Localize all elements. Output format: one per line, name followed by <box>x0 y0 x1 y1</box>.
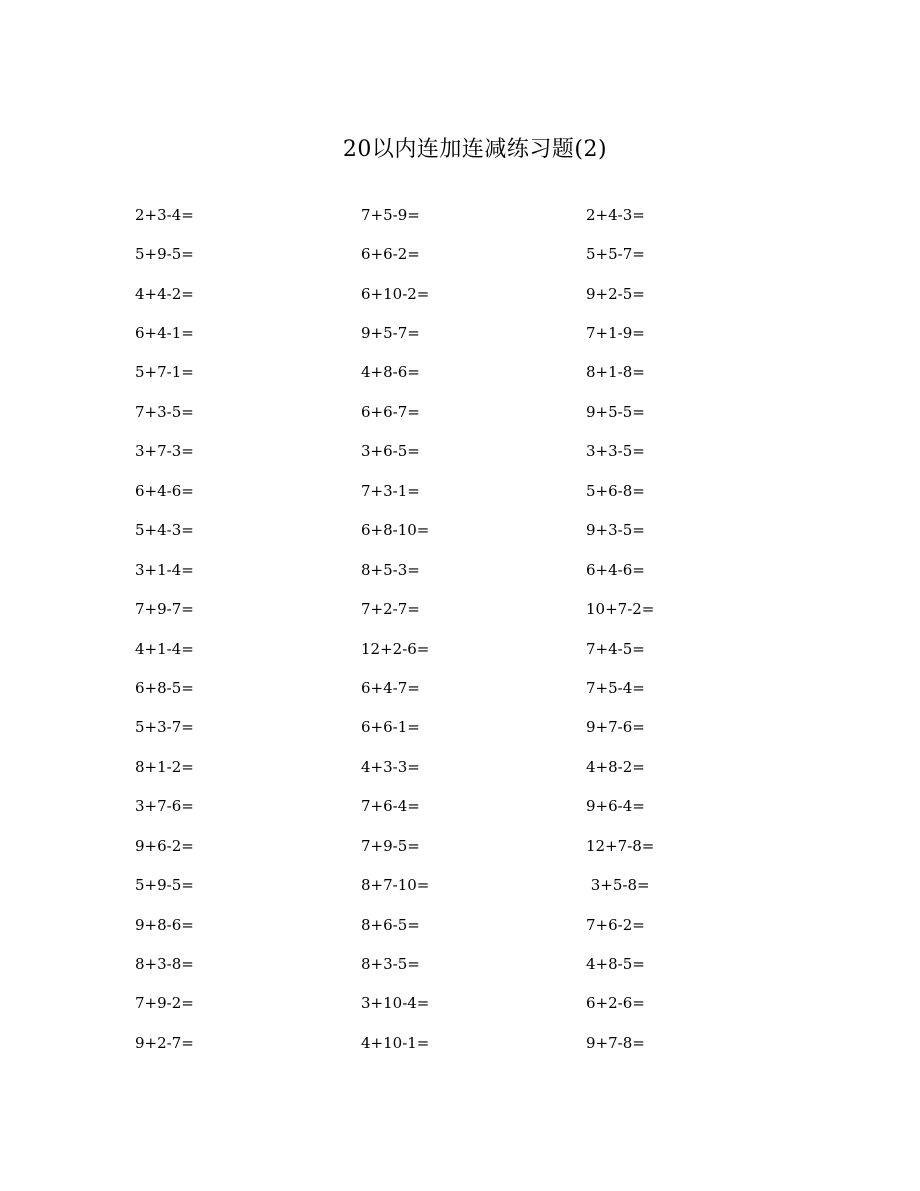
problem-row <box>135 1023 695 1062</box>
math-problem: 7+3-1= <box>361 481 420 500</box>
problem-row <box>135 787 695 826</box>
math-problem: 3+1-4= <box>135 560 194 579</box>
math-problem: 8+1-2= <box>135 757 194 776</box>
math-problem: 7+3-5= <box>135 402 194 421</box>
math-problem: 4+4-2= <box>135 284 194 303</box>
math-problem: 9+8-6= <box>135 915 194 934</box>
problem-row <box>135 747 695 786</box>
math-problem: 6+4-6= <box>135 481 194 500</box>
problem-row <box>135 944 695 983</box>
problem-row <box>135 313 695 352</box>
math-problem: 3+7-6= <box>135 797 194 816</box>
math-problem: 4+1-4= <box>135 639 194 658</box>
problem-row <box>135 511 695 550</box>
problem-row <box>135 668 695 707</box>
math-problem: 6+8-5= <box>135 678 194 697</box>
math-problem: 8+7-10= <box>361 876 430 895</box>
math-problem: 6+6-2= <box>361 245 420 264</box>
math-problem: 7+2-7= <box>361 600 420 619</box>
math-problem: 9+6-4= <box>586 797 645 816</box>
math-problem: 6+6-1= <box>361 718 420 737</box>
math-problem: 9+5-5= <box>586 402 645 421</box>
math-problem: 5+9-5= <box>135 245 194 264</box>
problem-row <box>135 234 695 273</box>
problem-grid <box>135 195 695 1063</box>
math-problem: 6+4-7= <box>361 678 420 697</box>
math-problem: 5+6-8= <box>586 481 645 500</box>
math-problem: 8+6-5= <box>361 915 420 934</box>
math-problem: 7+5-4= <box>586 678 645 697</box>
problem-row <box>135 392 695 431</box>
math-problem: 8+1-8= <box>586 363 645 382</box>
problem-row <box>135 826 695 865</box>
math-problem: 6+4-6= <box>586 560 645 579</box>
math-problem: 12+7-8= <box>586 836 655 855</box>
problem-row <box>135 274 695 313</box>
math-problem: 7+9-5= <box>361 836 420 855</box>
math-problem: 6+6-7= <box>361 402 420 421</box>
math-problem: 7+1-9= <box>586 324 645 343</box>
math-problem: 3+3-5= <box>586 442 645 461</box>
math-problem: 6+10-2= <box>361 284 430 303</box>
problem-row <box>135 629 695 668</box>
math-problem: 9+6-2= <box>135 836 194 855</box>
problem-row <box>135 905 695 944</box>
math-problem: 7+5-9= <box>361 205 420 224</box>
math-problem: 2+4-3= <box>586 205 645 224</box>
math-problem: 3+5-8= <box>586 876 650 895</box>
math-problem: 4+8-6= <box>361 363 420 382</box>
math-problem: 2+3-4= <box>135 205 194 224</box>
problem-row <box>135 984 695 1023</box>
problem-row <box>135 550 695 589</box>
problem-row <box>135 353 695 392</box>
math-problem: 9+7-6= <box>586 718 645 737</box>
math-problem: 5+4-3= <box>135 521 194 540</box>
math-problem: 8+3-5= <box>361 955 420 974</box>
math-problem: 4+10-1= <box>361 1033 430 1052</box>
math-problem: 8+3-8= <box>135 955 194 974</box>
problem-row <box>135 708 695 747</box>
problem-row <box>135 589 695 628</box>
math-problem: 9+2-7= <box>135 1033 194 1052</box>
page-title: 20以内连加连减练习题(2) <box>342 137 608 162</box>
math-problem: 8+5-3= <box>361 560 420 579</box>
math-problem: 4+8-5= <box>586 955 645 974</box>
math-problem: 9+3-5= <box>586 521 645 540</box>
math-problem: 7+6-4= <box>361 797 420 816</box>
math-problem: 5+3-7= <box>135 718 194 737</box>
problem-row <box>135 865 695 904</box>
math-problem: 4+8-2= <box>586 757 645 776</box>
math-problem: 7+4-5= <box>586 639 645 658</box>
math-problem: 3+10-4= <box>361 994 430 1013</box>
math-problem: 10+7-2= <box>586 600 655 619</box>
math-problem: 7+9-7= <box>135 600 194 619</box>
math-problem: 4+3-3= <box>361 757 420 776</box>
math-problem: 9+2-5= <box>586 284 645 303</box>
math-problem: 9+7-8= <box>586 1033 645 1052</box>
math-problem: 3+6-5= <box>361 442 420 461</box>
problem-row <box>135 195 695 234</box>
problem-row <box>135 432 695 471</box>
math-problem: 6+8-10= <box>361 521 430 540</box>
math-problem: 5+9-5= <box>135 876 194 895</box>
math-problem: 7+9-2= <box>135 994 194 1013</box>
math-problem: 3+7-3= <box>135 442 194 461</box>
math-problem: 9+5-7= <box>361 324 420 343</box>
math-problem: 7+6-2= <box>586 915 645 934</box>
math-problem: 6+4-1= <box>135 324 194 343</box>
problem-row <box>135 471 695 510</box>
math-problem: 5+7-1= <box>135 363 194 382</box>
math-problem: 12+2-6= <box>361 639 430 658</box>
math-problem: 5+5-7= <box>586 245 645 264</box>
math-problem: 6+2-6= <box>586 994 645 1013</box>
